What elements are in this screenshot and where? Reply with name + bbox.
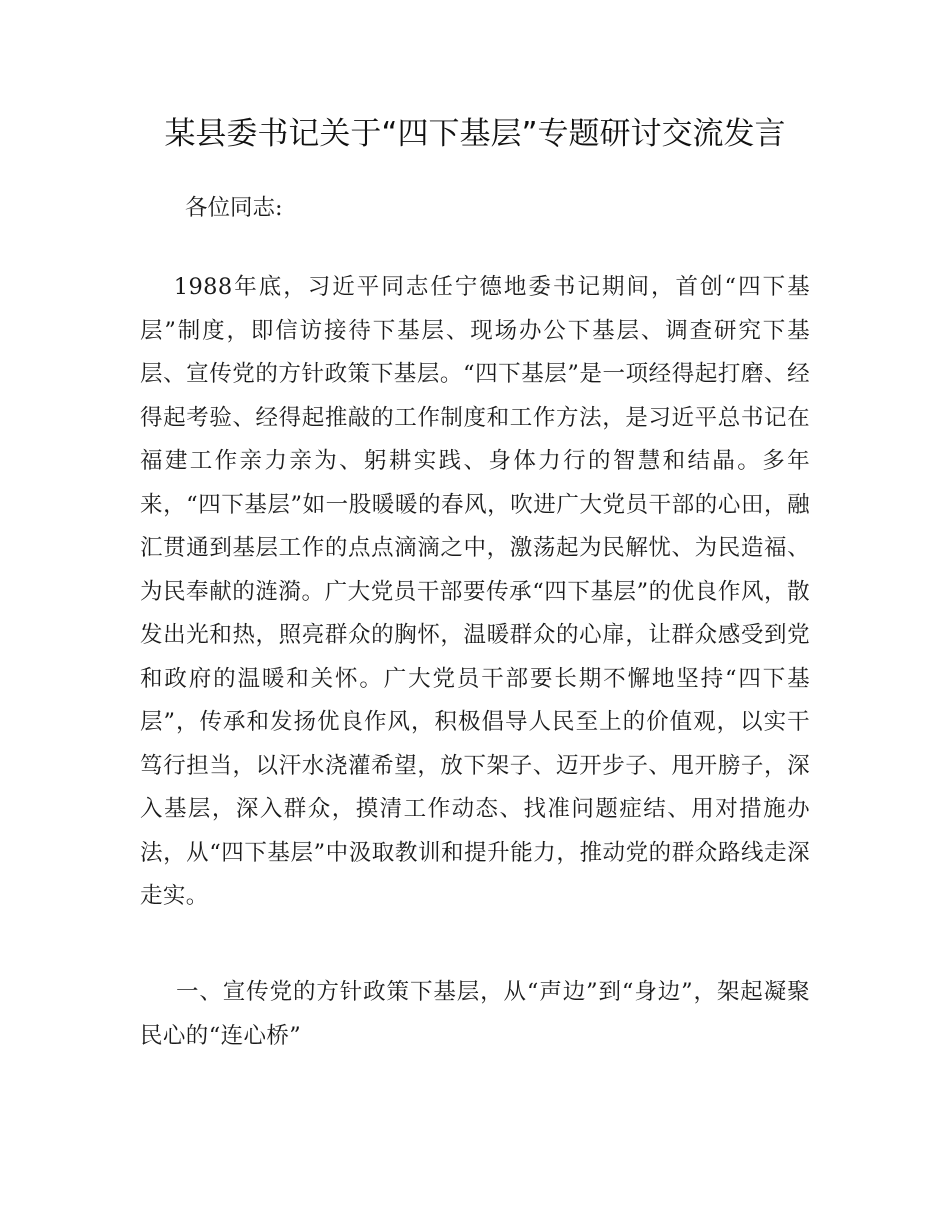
salutation: 各位同志: [185,195,283,221]
body-paragraph: 1988年底，习近平同志任宁德地委书记期间，首创“四下基层”制度，即信访接待下基层、现场办公下基层、调查研究下基层、宣传党的方针政策下基层。“四下基层”是一项经得起打磨、经得起考验、经得起推敲的工作制度和工作方法，是习近平总书记在福建工作亲力亲为、躬耕实践、身体力行的智慧和结晶。多年来，“四下基层”如一股暖暖的春风，吹进广大党员干部的心田，融汇贯通到基层工作的点点滴滴之中，激荡起为民解忧、为民造福、为民奉献的涟漪。广大党员干部要传承“四下基层”的优良作风，散发出光和热，照亮群众的胸怀，温暖群众的心扉，让群众感受到党和政府的温暖和关怀。广大党员干部要长期不懈地坚持“四下基层”，传承和发扬优良作风，积极倡导人民至上的价值观，以实干笃行担当，以汗水浇灌希望，放下架子、迈开步子、甩开膀子，深入基层，深入群众，摸清工作动态、找准问题症结、用对措施办法，从“四下基层”中汲取教训和提升能力，推动党的群众路线走深走实。 [140,274,810,909]
section-heading: 一、宣传党的方针政策下基层，从“声边”到“身边”，架起凝聚民心的“连心桥” [140,979,810,1049]
document-title: 某县委书记关于“四下基层”专题研讨交流发言 [164,116,786,152]
